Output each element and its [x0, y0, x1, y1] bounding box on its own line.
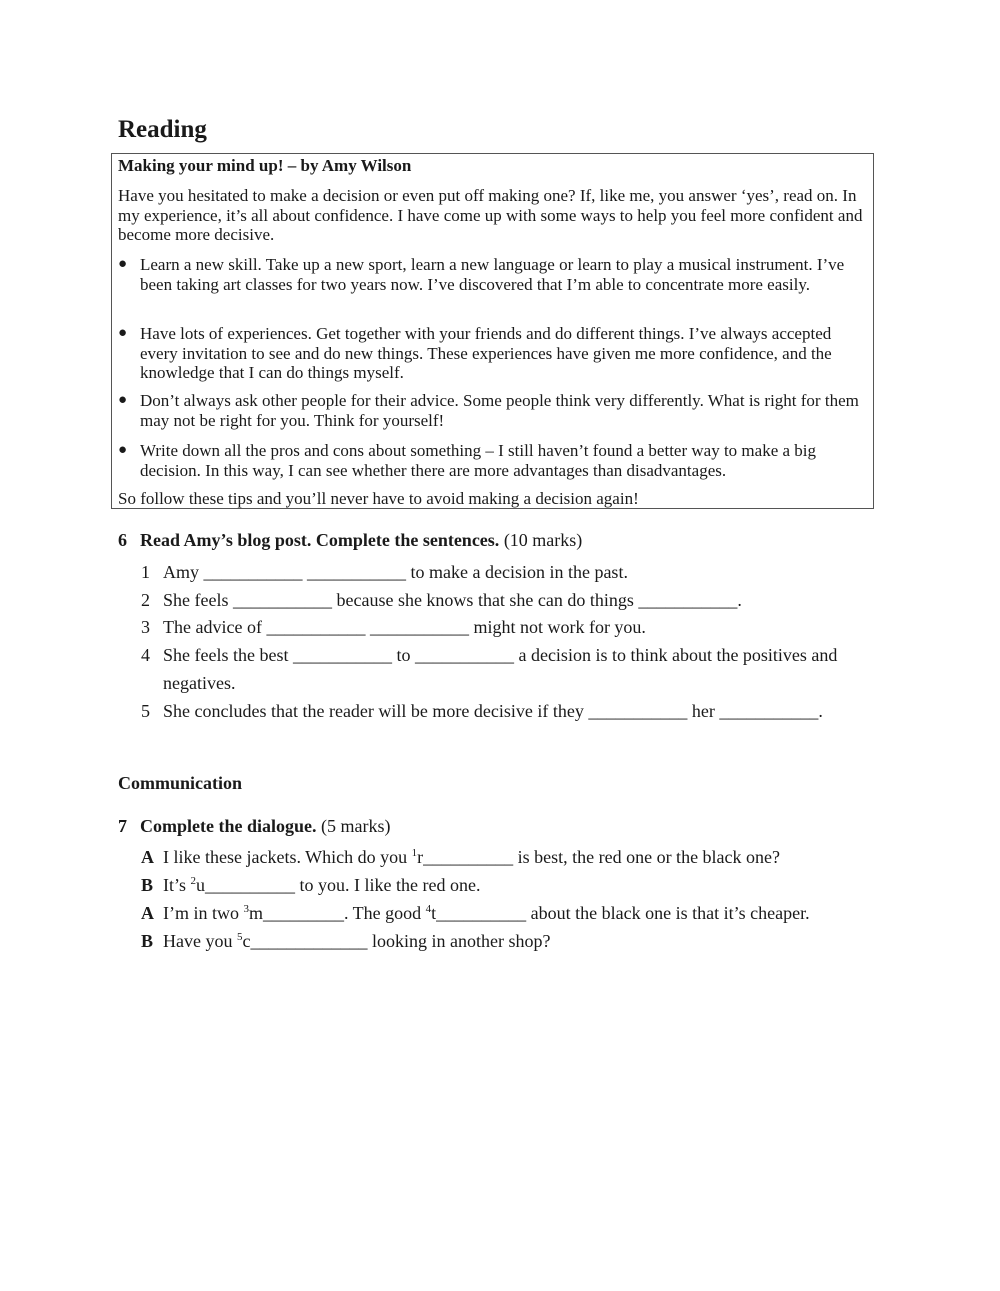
speaker-label: A [141, 847, 154, 867]
item-sentence: She feels ___________ because she knows that she can do things ___________. [163, 590, 742, 610]
item-number: 3 [141, 617, 150, 637]
question-6-heading [118, 529, 582, 551]
question-7-heading [118, 815, 390, 837]
item-number: 4 [141, 645, 150, 665]
bullet-text: Write down all the pros and cons about something – I still haven’t found a better way to make a big decision. In this way, I can see whether there are more advantages than disadvantages. [140, 441, 817, 480]
dialogue-text-part: I’m in two [163, 903, 244, 923]
dialogue-text [163, 871, 883, 899]
item-sentence: Amy ___________ ___________ to make a decision in the past. [163, 562, 628, 582]
gap-number: 3 [243, 903, 249, 915]
dialogue-text-part: r__________ is best, the red one or the black one? [417, 847, 781, 867]
item-number: 2 [141, 590, 150, 610]
speaker-label: B [141, 875, 154, 895]
dialogue-text-part: m_________. The good [249, 903, 426, 923]
item-sentence: The advice of ___________ ___________ might not work for you. [163, 617, 646, 637]
speaker-label: A [141, 903, 154, 923]
dialogue-text-part: c_____________ looking in another shop? [242, 931, 551, 951]
item-sentence: She concludes that the reader will be more decisive if they ___________ her ___________. [163, 701, 823, 721]
bullet-icon: ● [118, 442, 128, 458]
blog-closing-paragraph: So follow these tips and you’ll never have to avoid making a decision again! [118, 489, 639, 508]
question-instruction: Read Amy’s blog post. Complete the sentences. [140, 530, 500, 550]
question-marks: (10 marks) [503, 530, 583, 550]
item-number: 1 [141, 562, 150, 582]
section-heading-reading: Reading [118, 116, 207, 143]
bullet-text: Have lots of experiences. Get together with your friends and do different things. I’ve always accepted every invitation to see and do new things. These experiences have given me more confidence, and the knowledge that I can do things myself. [140, 324, 832, 382]
question-number: 7 [118, 816, 127, 836]
section-heading-communication: Communication [118, 773, 243, 793]
question-marks: (5 marks) [320, 816, 391, 836]
dialogue-text [163, 899, 883, 927]
dialogue-text-part: u__________ to you. I like the red one. [196, 875, 481, 895]
dialogue-text-part: t__________ about the black one is that it’s cheaper. [431, 903, 810, 923]
blog-post-title: Making your mind up! – by Amy Wilson [118, 156, 412, 175]
bullet-icon: ● [118, 392, 128, 408]
item-number: 5 [141, 701, 150, 721]
dialogue-text-part: It’s [163, 875, 191, 895]
speaker-label: B [141, 931, 154, 951]
gap-number: 1 [411, 847, 418, 859]
gap-number: 2 [190, 875, 197, 887]
blog-post-box [111, 153, 874, 509]
question-instruction: Complete the dialogue. [140, 816, 317, 836]
bullet-text: Don’t always ask other people for their advice. Some people think very differently. What is right for them may not be right for you. Think for yourself! [140, 391, 859, 430]
blog-intro-paragraph: Have you hesitated to make a decision or even put off making one? If, like me, you answer ‘yes’, read on. In my experience, it’s all about confidence. I have come up with some ways to help you feel more confident and become more decisive. [118, 186, 863, 244]
dialogue-text-part: I like these jackets. Which do you [163, 847, 412, 867]
dialogue-text [163, 927, 883, 955]
gap-number: 4 [425, 903, 432, 915]
dialogue-text-part: Have you [163, 931, 237, 951]
dialogue-text [163, 843, 883, 871]
bullet-icon: ● [118, 256, 128, 272]
bullet-text: Learn a new skill. Take up a new sport, learn a new language or learn to play a musical instrument. I’ve been taking art classes for two years now. I’ve discovered that I’m able to concentrate more easily. [140, 255, 845, 294]
bullet-icon: ● [118, 325, 128, 341]
question-number: 6 [118, 530, 127, 550]
gap-number: 5 [236, 931, 243, 943]
item-sentence: She feels the best ___________ to ___________ a decision is to think about the positives and negatives. [163, 645, 838, 693]
